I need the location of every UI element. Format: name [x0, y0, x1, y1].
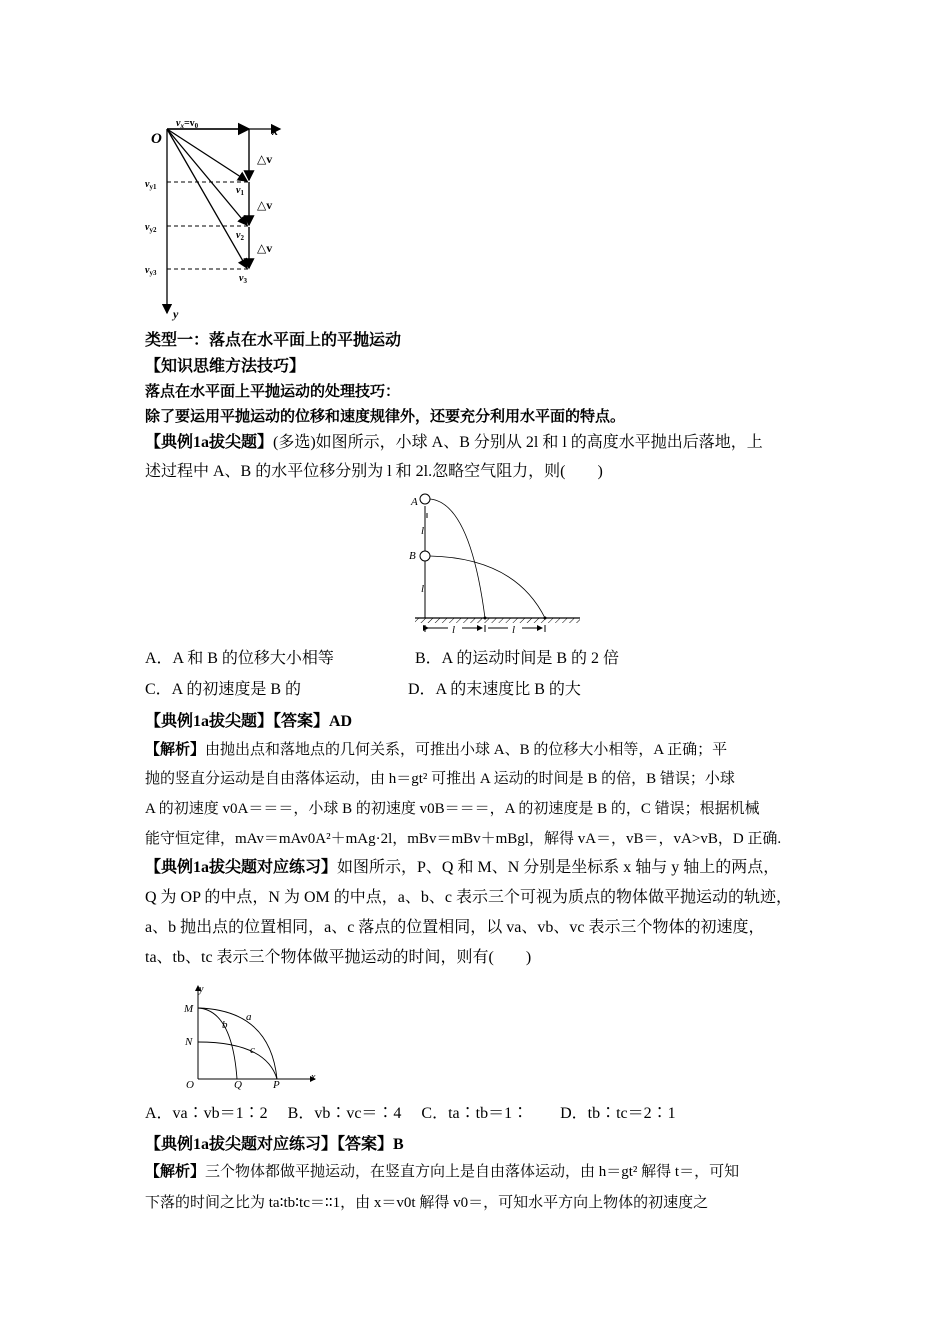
svg-text:B: B [409, 550, 416, 562]
option-d: D．A 的末速度比 B 的大 [408, 681, 581, 698]
v1-vector [167, 129, 247, 181]
svg-text:vy2: $v_{y2}$ [145, 222, 157, 234]
svg-text:A: A [411, 496, 418, 508]
example2-answer: 【典例1a拔尖题对应练习】【答案】B [145, 1136, 404, 1153]
svg-text:v2: $v_2$ [236, 230, 244, 242]
svg-text:△v: △v [257, 241, 273, 255]
example2-solution-2: 下落的时间之比为 ta∶tb∶tc＝∶∶1，由 x＝v0t 解得 v0＝，可知水平方向上物体的初速度之 [145, 1195, 709, 1211]
tip-line-2: 除了要运用平抛运动的位移和速度规律外，还要充分利用水平面的特点。 [145, 409, 626, 425]
svg-text:l: l [512, 624, 516, 636]
origin-label: O [151, 131, 162, 147]
example1-solution-2: 抛的竖直分运动是自由落体运动，由 h＝gt² 可推出 A 运动的时间是 B 的倍，B 错误；小球 [145, 771, 735, 787]
delta-v-label: △v [257, 152, 273, 166]
example2-line3: a、b 抛出点的位置相同，a、c 落点的位置相同，以 va、vb、vc 表示三个物体的初速度， [145, 919, 765, 936]
svg-text:y: y [199, 984, 204, 995]
svg-text:N: N [185, 1036, 193, 1048]
svg-text:P: P [273, 1079, 280, 1090]
ball-a [420, 494, 430, 504]
example2-line2: Q 为 OP 的中点，N 为 OM 的中点，a、b、c 表示三个可视为质点的物体做平抛运动的轨迹， [145, 889, 792, 906]
svg-text:Q: Q [234, 1079, 242, 1090]
trajectory-b-curve [198, 1008, 237, 1079]
example1-answer: 【典例1a拔尖题】【答案】AD [145, 713, 353, 730]
svg-text:l: l [421, 525, 425, 537]
svg-text:c: c [250, 1044, 255, 1056]
option-c: C．A 的初速度是 B 的 [145, 681, 302, 698]
svg-text:△v: △v [257, 198, 273, 212]
velocity-diagram [140, 115, 300, 325]
v2-vector [167, 129, 247, 225]
svg-text:v1: $v_1$ [236, 185, 244, 197]
example1-line2: 述过程中 A、B 的水平位移分别为 l 和 2l.忽略空气阻力，则( ) [145, 463, 603, 480]
example1-solution-3: A 的初速度 v0A＝＝＝，小球 B 的初速度 v0B＝＝＝，A 的初速度是 B 的，C 错误；根据机械 [145, 801, 760, 817]
tip-line-1: 落点在水平面上平抛运动的处理技巧： [145, 384, 401, 400]
svg-text:l: l [421, 583, 425, 595]
example1-solution-4: 能守恒定律，mAv＝mAv0A²＋mAg·2l，mBv＝mBv＋mBgl，解得 vA＝，vB＝，vA>vB，D 正确. [145, 831, 782, 847]
svg-text:vx=v0: $v_x=v_0$ [176, 118, 199, 130]
ball-b [420, 551, 430, 561]
svg-text:b: b [222, 1019, 228, 1031]
svg-text:l: l [452, 624, 456, 636]
option-b: B．A 的运动时间是 B 的 2 倍 [415, 650, 620, 667]
example2-options: A．va∶vb＝1∶2 B．vb∶vc＝∶4 C．ta∶tb＝1∶ D．tb∶tc＝2∶1 [145, 1105, 676, 1122]
trajectory-a-curve [198, 1008, 277, 1079]
v3-vector [167, 129, 247, 268]
svg-text:vy3: $v_{y3}$ [145, 265, 157, 277]
svg-text:a: a [246, 1011, 252, 1023]
knowledge-heading: 【知识思维方法技巧】 [145, 358, 306, 375]
option-a: A．A 和 B 的位移大小相等 [145, 650, 334, 667]
y-axis-label: y [173, 307, 179, 321]
two-balls-diagram [400, 488, 590, 638]
svg-text:v3: $v_3$ [239, 273, 247, 285]
example1-solution-1: 【解析】由抛出点和落地点的几何关系，可推出小球 A、B 的位移大小相等，A 正确；平 [145, 742, 728, 758]
example2-line4: ta、tb、tc 表示三个物体做平抛运动的时间，则有( ) [145, 949, 532, 966]
type-heading: 类型一：落点在水平面上的平抛运动 [145, 332, 402, 349]
svg-text:vy1: $v_{y1}$ [145, 179, 157, 191]
svg-text:M: M [184, 1003, 194, 1015]
svg-text:x: x [311, 1072, 316, 1083]
trajectory-diagram [180, 982, 325, 1090]
trajectory-b [430, 556, 545, 618]
svg-text:O: O [186, 1079, 194, 1090]
example2-solution-1: 【解析】三个物体都做平抛运动，在竖直方向上是自由落体运动，由 h＝gt² 解得 t＝，可知 [145, 1164, 740, 1180]
example2-line1: 【典例1a拔尖题对应练习】如图所示，P、Q 和 M、N 分别是坐标系 x 轴与 y 轴上的两点， [145, 859, 780, 876]
x-axis-label: x [272, 124, 278, 138]
trajectory-c-curve [198, 1042, 277, 1079]
example1-line1: 【典例1a拔尖题】(多选)如图所示，小球 A、B 分别从 2l 和 l 的高度水平抛出后落地，上 [145, 434, 763, 451]
